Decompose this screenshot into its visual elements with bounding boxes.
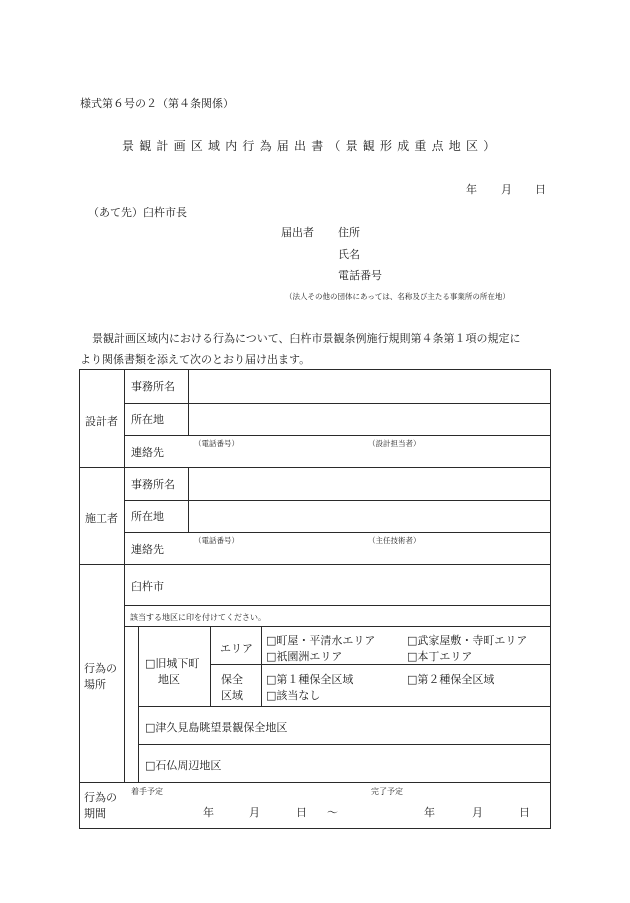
conserve-option-1[interactable]: □第１種保全区域: [266, 673, 354, 686]
conserve-option-none[interactable]: □該当なし: [266, 689, 321, 702]
end-year[interactable]: 年: [424, 806, 435, 819]
castle-district-label: 地区: [158, 673, 180, 686]
designer-label: 設計者: [85, 415, 118, 428]
period-label-line-2: 期間: [84, 807, 106, 820]
inner-col: [261, 626, 262, 706]
conserve-label-line-2: 区域: [221, 689, 243, 702]
designer-phone-hint: （電話番号）: [194, 439, 239, 448]
corp-note: （法人その他の団体にあっては、名称及び主たる事業所の所在地）: [285, 292, 510, 301]
contractor-contact-label: 連絡先: [131, 543, 164, 556]
inner-row: [138, 706, 551, 707]
table-border-right: [550, 369, 551, 829]
row-line: [124, 605, 551, 606]
period-end-label: 完了予定: [371, 787, 403, 796]
end-month[interactable]: 月: [472, 806, 483, 819]
end-day[interactable]: 日: [519, 806, 530, 819]
castle-district-checkbox[interactable]: □旧城下町: [145, 657, 200, 670]
designer-person-hint: （設計担当者）: [368, 439, 421, 448]
area-label: エリア: [220, 642, 253, 655]
area-option-bukeyashiki[interactable]: □武家屋敷・寺町エリア: [407, 634, 528, 647]
row-line: [79, 782, 551, 783]
place-instruction: 該当する地区に印を付けてください。: [130, 613, 266, 622]
row-line: [124, 626, 551, 627]
contractor-contact-field[interactable]: [189, 533, 550, 564]
contractor-office-field[interactable]: [189, 468, 550, 500]
inner-left: [138, 626, 139, 782]
form-title: 景観計画区域内行為届出書（景観形成重点地区）: [122, 139, 501, 153]
period-start-label: 着手予定: [131, 787, 163, 796]
intro-line-2: より関係書類を添えて次のとおり届け出ます。: [80, 353, 311, 366]
designer-contact-field[interactable]: [189, 436, 550, 467]
area-option-machiya[interactable]: □町屋・平清水エリア: [266, 634, 376, 647]
inner-row: [210, 664, 551, 665]
contractor-person-hint: （主任技術者）: [368, 536, 421, 545]
conserve-label-line-1: 保全: [221, 673, 243, 686]
designer-office-label: 事務所名: [131, 380, 175, 393]
tsukumi-checkbox[interactable]: □津久見島眺望景観保全地区: [145, 721, 288, 734]
designer-location-label: 所在地: [131, 413, 164, 426]
date-day: 日: [535, 183, 546, 196]
place-label-line-2: 場所: [84, 678, 106, 691]
sekibutsu-checkbox[interactable]: □石仏周辺地区: [145, 759, 222, 772]
start-year[interactable]: 年: [203, 806, 214, 819]
name-label: 氏名: [338, 248, 360, 261]
table-border-left: [79, 369, 80, 829]
start-day[interactable]: 日: [296, 806, 307, 819]
designer-location-field[interactable]: [189, 404, 550, 435]
contractor-phone-hint: （電話番号）: [194, 536, 239, 545]
contractor-office-label: 事務所名: [131, 478, 175, 491]
contractor-label: 施工者: [85, 512, 118, 525]
date-month: 月: [501, 183, 512, 196]
notifier-label: 届出者: [281, 226, 314, 239]
addressee: （あて先）臼杵市長: [88, 206, 187, 219]
form-number: 様式第６号の２（第４条関係）: [80, 97, 234, 110]
period-tilde: ～: [327, 806, 338, 819]
conserve-option-2[interactable]: □第２種保全区域: [407, 673, 495, 686]
row-line: [79, 564, 551, 565]
contractor-location-field[interactable]: [189, 501, 550, 532]
inner-row: [138, 744, 551, 745]
address-label: 住所: [338, 226, 360, 239]
period-label-line-1: 行為の: [84, 791, 117, 804]
designer-contact-label: 連絡先: [131, 446, 164, 459]
date-year: 年: [466, 183, 477, 196]
col-divider: [124, 369, 125, 782]
inner-col: [210, 626, 211, 706]
start-month[interactable]: 月: [249, 806, 260, 819]
area-option-gionsu[interactable]: □祇園洲エリア: [266, 650, 343, 663]
designer-office-field[interactable]: [189, 370, 550, 403]
phone-label: 電話番号: [338, 269, 382, 282]
contractor-location-label: 所在地: [131, 510, 164, 523]
area-option-honcho[interactable]: □本丁エリア: [407, 650, 473, 663]
intro-line-1: 景観計画区域内における行為について、臼杵市景観条例施行規則第４条第１項の規定に: [92, 332, 521, 345]
place-city: 臼杵市: [131, 580, 164, 593]
place-label-line-1: 行為の: [84, 662, 117, 675]
table-border-bottom: [79, 828, 551, 829]
